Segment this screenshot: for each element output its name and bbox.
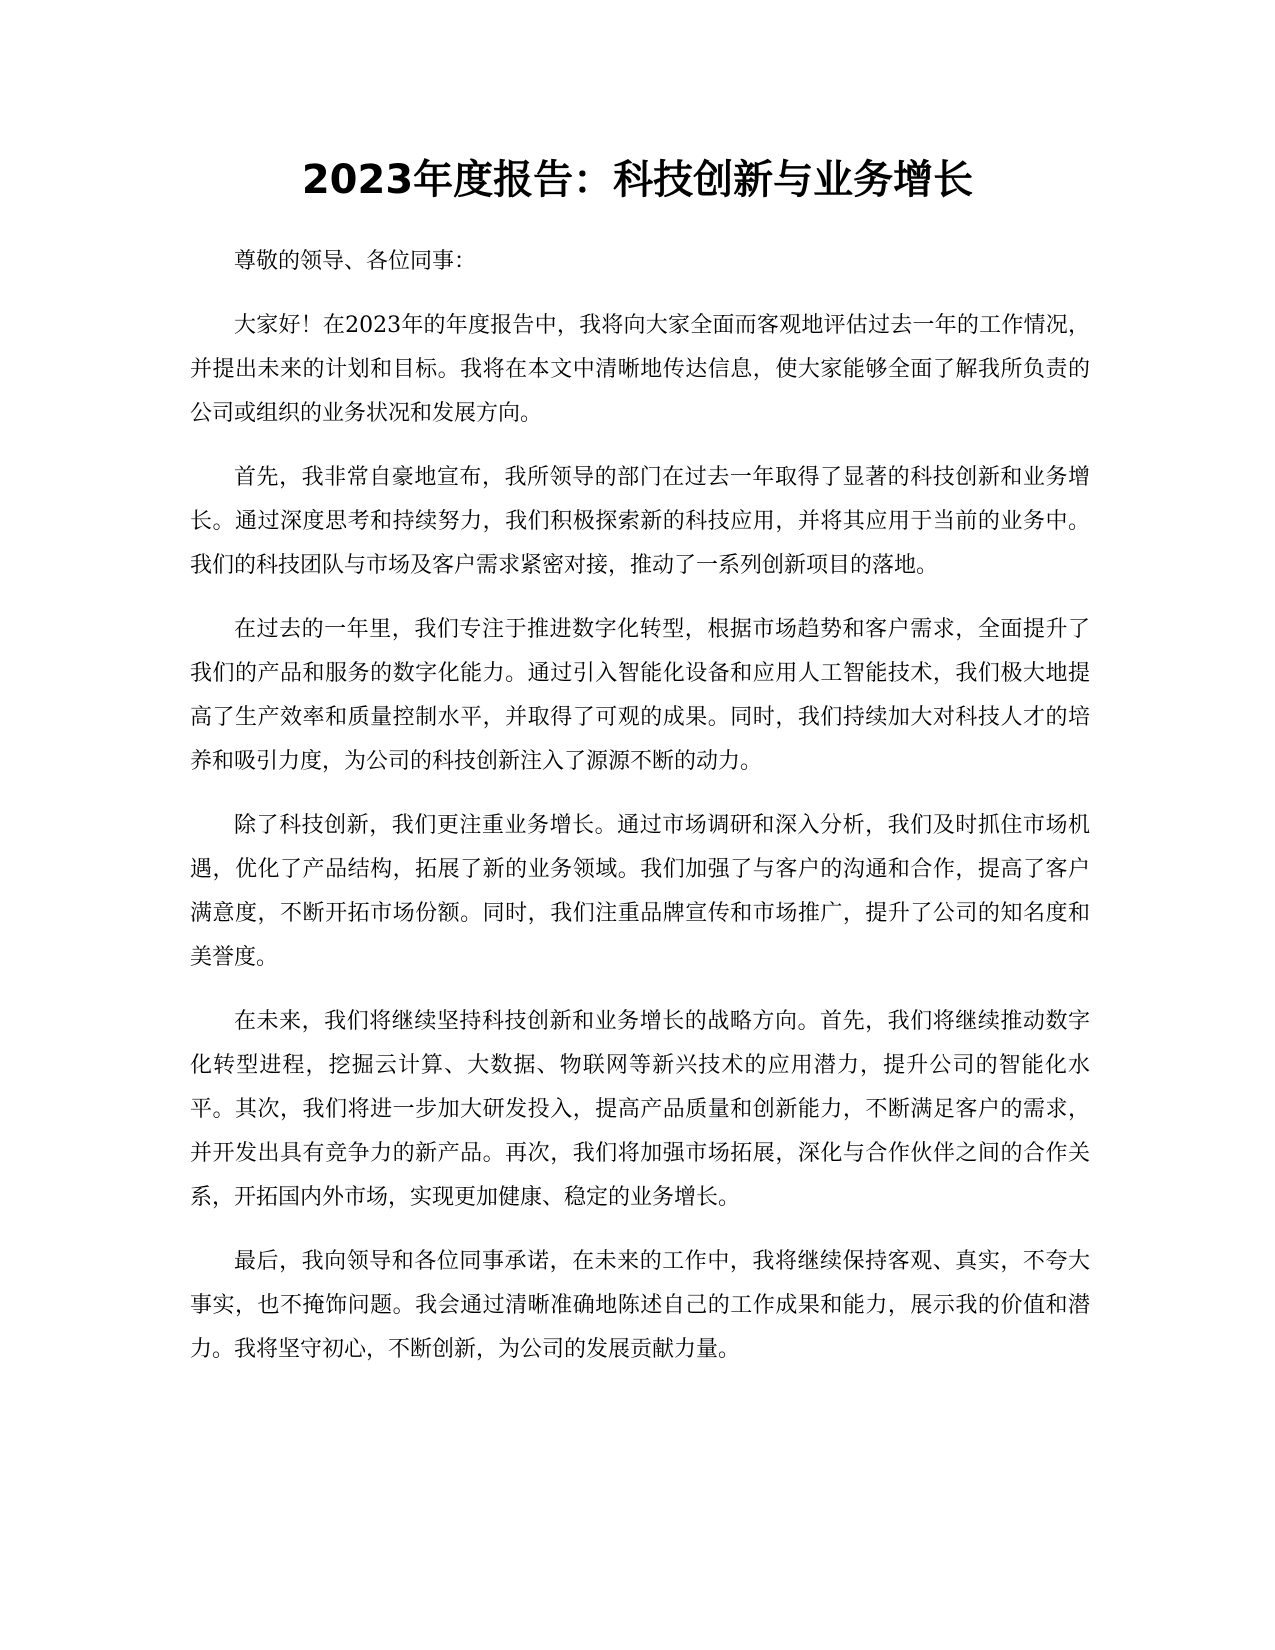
document-body bbox=[190, 240, 1090, 1392]
document-title: 2023年度报告：科技创新与业务增长 bbox=[301, 157, 974, 203]
paragraph-closing: 最后，我向领导和各位同事承诺，在未来的工作中，我将继续保持客观、真实，不夸大事实，也不掩饰问题。我会通过清晰准确地陈述自己的工作成果和能力，展示我的价值和潜力。我将坚守初心，不断创新，为公司的发展贡献力量。 bbox=[190, 1249, 1090, 1362]
paragraph-digital-transformation: 在过去的一年里，我们专注于推进数字化转型，根据市场趋势和客户需求，全面提升了我们的产品和服务的数字化能力。通过引入智能化设备和应用人工智能技术，我们极大地提高了生产效率和质量控制水平，并取得了可观的成果。同时，我们持续加大对科技人才的培养和吸引力度，为公司的科技创新注入了源源不断的动力。 bbox=[190, 617, 1090, 774]
paragraph-future-plans: 在未来，我们将继续坚持科技创新和业务增长的战略方向。首先，我们将继续推动数字化转型进程，挖掘云计算、大数据、物联网等新兴技术的应用潜力，提升公司的智能化水平。其次，我们将进一步加大研发投入，提高产品质量和创新能力，不断满足客户的需求，并开发出具有竞争力的新产品。再次，我们将加强市场拓展，深化与合作伙伴之间的合作关系，开拓国内外市场，实现更加健康、稳定的业务增长。 bbox=[190, 1009, 1090, 1210]
paragraph-achievements: 首先，我非常自豪地宣布，我所领导的部门在过去一年取得了显著的科技创新和业务增长。通过深度思考和持续努力，我们积极探索新的科技应用，并将其应用于当前的业务中。我们的科技团队与市场及客户需求紧密对接，推动了一系列创新项目的落地。 bbox=[190, 465, 1090, 578]
paragraph-business-growth: 除了科技创新，我们更注重业务增长。通过市场调研和深入分析，我们及时抓住市场机遇，优化了产品结构，拓展了新的业务领域。我们加强了与客户的沟通和合作，提高了客户满意度，不断开拓市场份额。同时，我们注重品牌宣传和市场推广，提升了公司的知名度和美誉度。 bbox=[190, 813, 1090, 970]
salutation: 尊敬的领导、各位同事： bbox=[234, 249, 477, 274]
paragraph-intro: 大家好！在2023年的年度报告中，我将向大家全面而客观地评估过去一年的工作情况，并提出未来的计划和目标。我将在本文中清晰地传达信息，使大家能够全面了解我所负责的公司或组织的业务状况和发展方向。 bbox=[190, 313, 1090, 426]
